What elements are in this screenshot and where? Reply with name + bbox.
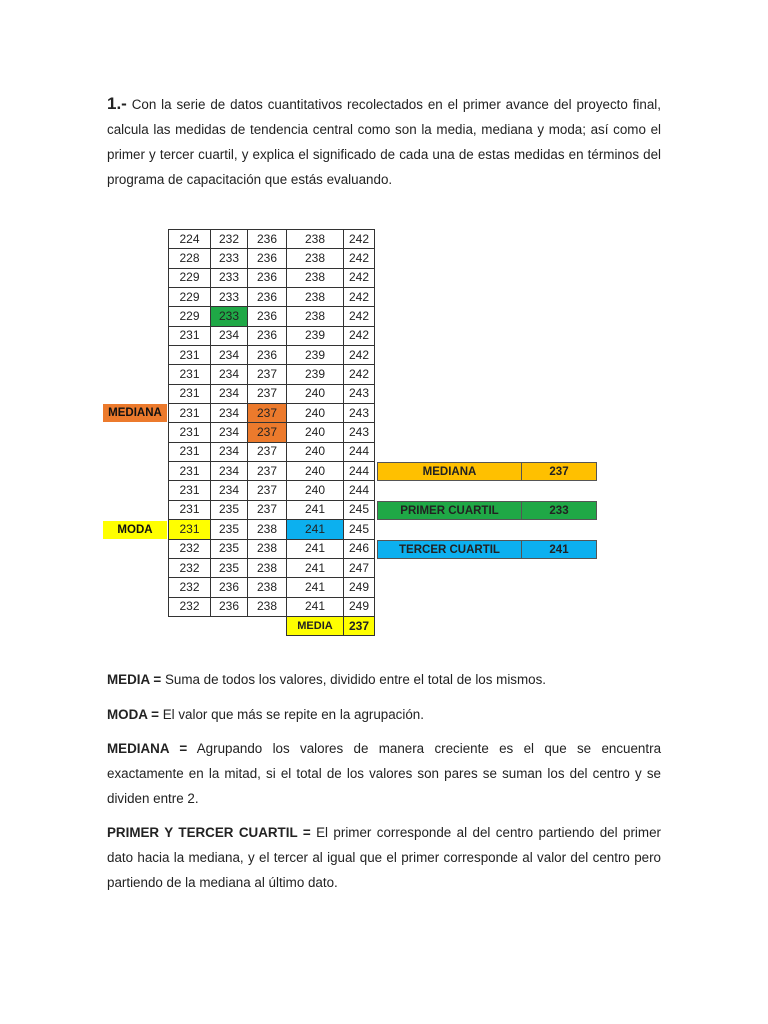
table-cell: 233 — [211, 288, 248, 307]
question-intro — [107, 91, 661, 192]
table-cell: 237 — [248, 481, 287, 500]
definition-media — [107, 667, 661, 692]
table-cell: 238 — [287, 230, 344, 249]
data-table — [168, 229, 375, 636]
table-cell: 242 — [344, 346, 375, 365]
table-cell: 247 — [344, 558, 375, 577]
table-cell: 231 — [169, 442, 211, 461]
table-cell: 234 — [211, 365, 248, 384]
table-cell: 234 — [211, 346, 248, 365]
table-cell: 234 — [211, 326, 248, 345]
media-row — [169, 616, 375, 635]
table-cell: 242 — [344, 307, 375, 326]
table-cell: 240 — [287, 404, 344, 423]
table-row — [169, 404, 375, 423]
table-cell: 231 — [169, 404, 211, 423]
table-row — [169, 346, 375, 365]
table-cell: 238 — [248, 558, 287, 577]
table-cell: 237 — [248, 365, 287, 384]
table-cell: 246 — [344, 539, 375, 558]
table-cell: 229 — [169, 288, 211, 307]
table-cell: 231 — [169, 365, 211, 384]
summary-label: MEDIANA — [377, 462, 522, 481]
table-row — [169, 481, 375, 500]
summary-row-mediana — [377, 462, 597, 481]
table-cell: 238 — [287, 268, 344, 287]
table-cell: 239 — [287, 346, 344, 365]
table-cell: 240 — [287, 462, 344, 481]
table-cell: 235 — [211, 500, 248, 519]
table-row — [169, 442, 375, 461]
definition-text: Agrupando los valores de manera creciente es el que se encuentra exactamente en la mitad, si el total de los valores son pares se suman los del centro y se dividen entre 2. — [107, 741, 662, 806]
question-text: Con la serie de datos cuantitativos recolectados en el primer avance del proyecto final, calcula las medidas de tendencia central como son la media, mediana y moda; así como el primer y tercer cuartil, y explica el significado de cada una de estas medidas en términos del programa de capacitación que estás evaluando. — [107, 97, 661, 187]
table-cell: 245 — [344, 500, 375, 519]
table-cell: 237 — [248, 462, 287, 481]
table-cell: 241 — [287, 500, 344, 519]
table-cell: 231 — [169, 384, 211, 403]
table-row — [169, 423, 375, 442]
table-cell: 238 — [287, 307, 344, 326]
table-cell: 235 — [211, 558, 248, 577]
table-row — [169, 597, 375, 616]
table-row — [169, 520, 375, 539]
table-cell: 242 — [344, 326, 375, 345]
definition-cuartiles — [107, 820, 661, 895]
table-cell: 231 — [169, 462, 211, 481]
table-cell: 239 — [287, 326, 344, 345]
table-cell: 232 — [169, 597, 211, 616]
table-cell: 237 — [248, 404, 287, 423]
moda-side-label: MODA — [103, 521, 167, 539]
table-cell: 233 — [211, 249, 248, 268]
definition-term: PRIMER Y TERCER CUARTIL = — [107, 825, 311, 840]
definition-term: MEDIANA = — [107, 741, 188, 756]
table-cell: 241 — [287, 539, 344, 558]
definition-term: MODA = — [107, 707, 159, 722]
table-cell: 224 — [169, 230, 211, 249]
definition-text: El primer corresponde al del centro partiendo del primer dato hacia la mediana, y el tercer al igual que el primer corresponde al valor del centro pero partiendo de la mediana al último dato. — [107, 825, 661, 890]
summary-row-primer-cuartil — [377, 501, 597, 520]
table-row — [169, 384, 375, 403]
table-cell: 243 — [344, 384, 375, 403]
table-cell: 240 — [287, 423, 344, 442]
table-cell: 240 — [287, 481, 344, 500]
table-cell: 232 — [169, 539, 211, 558]
summary-value: 241 — [522, 540, 597, 559]
table-cell: 236 — [211, 597, 248, 616]
empty-cell — [211, 616, 248, 635]
table-cell: 236 — [211, 578, 248, 597]
table-cell: 234 — [211, 481, 248, 500]
table-cell: 242 — [344, 365, 375, 384]
table-row — [169, 558, 375, 577]
table-cell: 238 — [287, 288, 344, 307]
table-cell: 238 — [248, 539, 287, 558]
table-cell: 229 — [169, 268, 211, 287]
table-cell: 235 — [211, 539, 248, 558]
table-cell: 232 — [169, 578, 211, 597]
table-cell: 231 — [169, 326, 211, 345]
table-cell: 233 — [211, 307, 248, 326]
table-cell: 237 — [248, 442, 287, 461]
table-cell: 238 — [248, 597, 287, 616]
table-cell: 244 — [344, 481, 375, 500]
table-cell: 243 — [344, 423, 375, 442]
definition-text: El valor que más se repite en la agrupación. — [162, 707, 424, 722]
table-cell: 241 — [287, 520, 344, 539]
table-cell: 243 — [344, 404, 375, 423]
table-row — [169, 230, 375, 249]
table-cell: 234 — [211, 384, 248, 403]
table-cell: 242 — [344, 230, 375, 249]
table-cell: 231 — [169, 481, 211, 500]
summary-label: PRIMER CUARTIL — [377, 501, 522, 520]
table-cell: 229 — [169, 307, 211, 326]
table-cell: 228 — [169, 249, 211, 268]
table-cell: 231 — [169, 423, 211, 442]
table-cell: 237 — [248, 423, 287, 442]
table-cell: 231 — [169, 520, 211, 539]
table-cell: 249 — [344, 578, 375, 597]
table-row — [169, 307, 375, 326]
table-cell: 234 — [211, 423, 248, 442]
media-value: 237 — [344, 616, 375, 635]
empty-cell — [169, 616, 211, 635]
definition-term: MEDIA = — [107, 672, 162, 687]
definition-mediana — [107, 736, 661, 811]
table-cell: 249 — [344, 597, 375, 616]
table-cell: 238 — [248, 578, 287, 597]
table-cell: 242 — [344, 268, 375, 287]
table-cell: 231 — [169, 500, 211, 519]
table-cell: 245 — [344, 520, 375, 539]
table-cell: 237 — [248, 500, 287, 519]
table-cell: 238 — [287, 249, 344, 268]
table-row — [169, 326, 375, 345]
table-cell: 236 — [248, 288, 287, 307]
table-cell: 236 — [248, 346, 287, 365]
table-row — [169, 365, 375, 384]
table-cell: 241 — [287, 597, 344, 616]
table-cell: 236 — [248, 268, 287, 287]
table-cell: 234 — [211, 462, 248, 481]
table-cell: 237 — [248, 384, 287, 403]
table-cell: 241 — [287, 558, 344, 577]
table-cell: 244 — [344, 442, 375, 461]
table-row — [169, 249, 375, 268]
table-cell: 242 — [344, 249, 375, 268]
table-row — [169, 500, 375, 519]
question-number: 1.- — [107, 94, 127, 113]
summary-row-tercer-cuartil — [377, 540, 597, 559]
table-cell: 242 — [344, 288, 375, 307]
table-cell: 236 — [248, 307, 287, 326]
table-cell: 233 — [211, 268, 248, 287]
table-cell: 236 — [248, 326, 287, 345]
table-cell: 241 — [287, 578, 344, 597]
table-cell: 234 — [211, 442, 248, 461]
table-cell: 240 — [287, 384, 344, 403]
summary-value: 233 — [522, 501, 597, 520]
table-cell: 234 — [211, 404, 248, 423]
table-cell: 236 — [248, 249, 287, 268]
table-row — [169, 268, 375, 287]
summary-value: 237 — [522, 462, 597, 481]
table-cell: 239 — [287, 365, 344, 384]
media-label: MEDIA — [287, 616, 344, 635]
table-cell: 232 — [169, 558, 211, 577]
table-cell: 235 — [211, 520, 248, 539]
table-cell: 231 — [169, 346, 211, 365]
table-cell: 244 — [344, 462, 375, 481]
definition-text: Suma de todos los valores, dividido entre el total de los mismos. — [164, 672, 547, 687]
table-row — [169, 578, 375, 597]
table-cell: 232 — [211, 230, 248, 249]
definition-moda — [107, 702, 661, 727]
table-row — [169, 462, 375, 481]
table-cell: 238 — [248, 520, 287, 539]
empty-cell — [248, 616, 287, 635]
mediana-side-label: MEDIANA — [103, 404, 167, 422]
table-row — [169, 539, 375, 558]
table-cell: 236 — [248, 230, 287, 249]
table-row — [169, 288, 375, 307]
summary-label: TERCER CUARTIL — [377, 540, 522, 559]
table-cell: 240 — [287, 442, 344, 461]
